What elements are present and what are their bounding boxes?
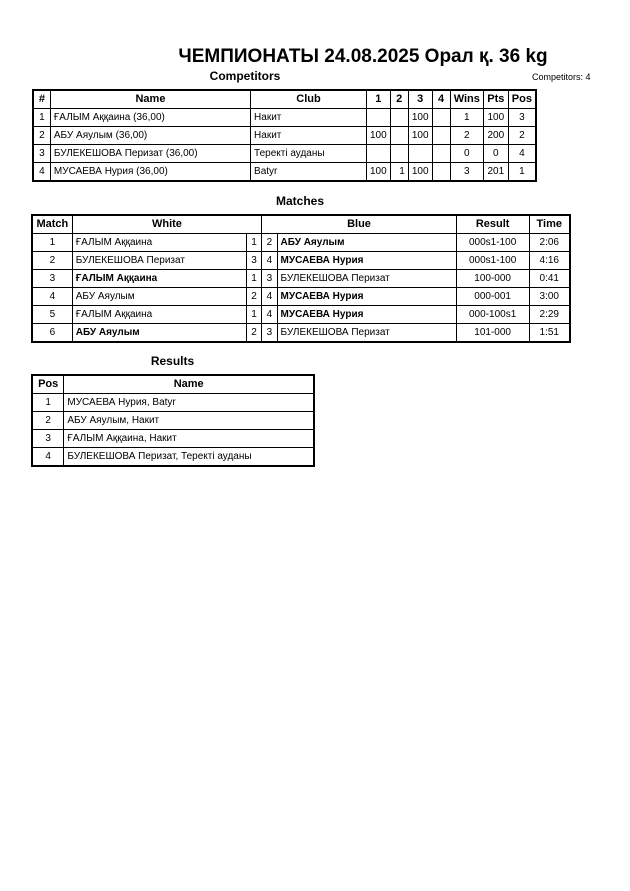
match-number: 4 <box>32 288 72 306</box>
competitor-score: 1 <box>390 163 408 182</box>
competitor-score <box>432 145 450 163</box>
match-time: 4:16 <box>529 252 570 270</box>
match-blue-number: 4 <box>262 306 277 324</box>
matches-table <box>31 214 571 343</box>
competitors-heading: Competitors <box>209 69 281 83</box>
competitor-score <box>432 163 450 182</box>
competitor-number: 1 <box>33 109 50 127</box>
match-header-cell: Blue <box>262 215 457 234</box>
results-table <box>31 374 315 467</box>
result-name: АБУ Аяулым, Накит <box>64 412 314 430</box>
competitor-number: 3 <box>33 145 50 163</box>
match-result: 000-001 <box>456 288 529 306</box>
competitor-score: 100 <box>366 163 390 182</box>
competitor-score: 100 <box>408 127 432 145</box>
match-row <box>32 270 570 288</box>
result-row <box>32 412 314 430</box>
competitor-row <box>33 145 536 163</box>
result-row <box>32 448 314 467</box>
results-header-cell: Pos <box>32 375 64 394</box>
competitor-name: ҒАЛЫМ Аққаина (36,00) <box>50 109 250 127</box>
competitor-score <box>432 109 450 127</box>
result-position: 1 <box>32 394 64 412</box>
competitor-points: 0 <box>483 145 508 163</box>
match-white-name: АБУ Аяулым <box>72 288 246 306</box>
match-header-cell: White <box>72 215 261 234</box>
competitor-number: 2 <box>33 127 50 145</box>
competitors-header-cell: Name <box>50 90 250 109</box>
competitor-position: 3 <box>508 109 536 127</box>
match-blue-name: АБУ Аяулым <box>277 234 456 252</box>
competitors-header-cell: 2 <box>390 90 408 109</box>
competitor-score: 100 <box>408 109 432 127</box>
match-blue-name: БУЛЕКЕШОВА Перизат <box>277 324 456 343</box>
match-header-cell: Time <box>529 215 570 234</box>
result-row <box>32 394 314 412</box>
competitors-header-row <box>33 90 536 109</box>
result-position: 4 <box>32 448 64 467</box>
competitor-position: 2 <box>508 127 536 145</box>
competitor-row <box>33 109 536 127</box>
competitor-score <box>390 109 408 127</box>
matches-heading: Matches <box>275 194 325 208</box>
match-header-cell: Result <box>456 215 529 234</box>
result-name: ҒАЛЫМ Аққаина, Накит <box>64 430 314 448</box>
competitor-name: БУЛЕКЕШОВА Перизат (36,00) <box>50 145 250 163</box>
competitors-table <box>32 89 537 182</box>
competitor-name: АБУ Аяулым (36,00) <box>50 127 250 145</box>
match-blue-name: МУСАЕВА Нурия <box>277 288 456 306</box>
match-blue-name: МУСАЕВА Нурия <box>277 306 456 324</box>
match-white-name: ҒАЛЫМ Аққаина <box>72 234 246 252</box>
match-white-name: ҒАЛЫМ Аққаина <box>72 306 246 324</box>
match-time: 3:00 <box>529 288 570 306</box>
competitors-header-cell: Pos <box>508 90 536 109</box>
match-blue-number: 3 <box>262 324 277 343</box>
match-time: 2:06 <box>529 234 570 252</box>
result-position: 2 <box>32 412 64 430</box>
results-header-cell: Name <box>64 375 314 394</box>
match-time: 2:29 <box>529 306 570 324</box>
match-number: 3 <box>32 270 72 288</box>
match-white-number: 1 <box>246 270 261 288</box>
competitors-header-cell: 3 <box>408 90 432 109</box>
competitor-row <box>33 163 536 182</box>
competitors-header-cell: Pts <box>483 90 508 109</box>
competitors-header-cell: 1 <box>366 90 390 109</box>
match-result: 101-000 <box>456 324 529 343</box>
competitor-name: МУСАЕВА Нурия (36,00) <box>50 163 250 182</box>
competitor-points: 100 <box>483 109 508 127</box>
match-row <box>32 324 570 343</box>
match-number: 1 <box>32 234 72 252</box>
results-body <box>32 394 314 467</box>
competitor-score <box>408 145 432 163</box>
result-name: МУСАЕВА Нурия, Batyr <box>64 394 314 412</box>
competitor-wins: 1 <box>450 109 483 127</box>
match-blue-name: МУСАЕВА Нурия <box>277 252 456 270</box>
match-result: 100-000 <box>456 270 529 288</box>
competitor-score <box>390 127 408 145</box>
competitor-club: Накит <box>251 109 367 127</box>
competitors-count: Competitors: 4 <box>532 72 591 82</box>
competitor-club: Накит <box>251 127 367 145</box>
match-number: 6 <box>32 324 72 343</box>
results-header-row <box>32 375 314 394</box>
match-blue-number: 4 <box>262 288 277 306</box>
match-number: 5 <box>32 306 72 324</box>
competitor-points: 201 <box>483 163 508 182</box>
match-result: 000-100s1 <box>456 306 529 324</box>
competitor-points: 200 <box>483 127 508 145</box>
competitor-wins: 0 <box>450 145 483 163</box>
competitor-score <box>432 127 450 145</box>
competitor-score: 100 <box>366 127 390 145</box>
competitor-row <box>33 127 536 145</box>
competitor-club: Batyr <box>251 163 367 182</box>
competitor-wins: 2 <box>450 127 483 145</box>
result-position: 3 <box>32 430 64 448</box>
match-blue-number: 2 <box>262 234 277 252</box>
matches-body <box>32 234 570 343</box>
competitor-score <box>390 145 408 163</box>
match-white-number: 3 <box>246 252 261 270</box>
match-white-name: БУЛЕКЕШОВА Перизат <box>72 252 246 270</box>
competitor-score <box>366 145 390 163</box>
page-title: ЧЕМПИОНАТЫ 24.08.2025 Орал қ. 36 kg <box>178 46 548 67</box>
match-blue-number: 4 <box>262 252 277 270</box>
competitor-club: Теректі ауданы <box>251 145 367 163</box>
match-white-number: 1 <box>246 306 261 324</box>
match-white-number: 1 <box>246 234 261 252</box>
match-result: 000s1-100 <box>456 252 529 270</box>
match-blue-number: 3 <box>262 270 277 288</box>
competitor-position: 4 <box>508 145 536 163</box>
match-white-number: 2 <box>246 324 261 343</box>
match-result: 000s1-100 <box>456 234 529 252</box>
result-name: БУЛЕКЕШОВА Перизат, Теректі ауданы <box>64 448 314 467</box>
match-white-number: 2 <box>246 288 261 306</box>
competitor-score <box>366 109 390 127</box>
competitor-score: 100 <box>408 163 432 182</box>
match-white-name: ҒАЛЫМ Аққаина <box>72 270 246 288</box>
result-row <box>32 430 314 448</box>
match-number: 2 <box>32 252 72 270</box>
match-time: 1:51 <box>529 324 570 343</box>
competitor-position: 1 <box>508 163 536 182</box>
match-row <box>32 252 570 270</box>
match-row <box>32 288 570 306</box>
competitors-header-cell: # <box>33 90 50 109</box>
match-row <box>32 234 570 252</box>
competitors-header-cell: Club <box>251 90 367 109</box>
competitor-wins: 3 <box>450 163 483 182</box>
competitors-body <box>33 109 536 182</box>
match-time: 0:41 <box>529 270 570 288</box>
matches-header-row <box>32 215 570 234</box>
competitor-number: 4 <box>33 163 50 182</box>
match-blue-name: БУЛЕКЕШОВА Перизат <box>277 270 456 288</box>
match-row <box>32 306 570 324</box>
match-white-name: АБУ Аяулым <box>72 324 246 343</box>
match-header-cell: Match <box>32 215 72 234</box>
competitors-header-cell: Wins <box>450 90 483 109</box>
competitors-header-cell: 4 <box>432 90 450 109</box>
results-heading: Results <box>150 354 195 368</box>
